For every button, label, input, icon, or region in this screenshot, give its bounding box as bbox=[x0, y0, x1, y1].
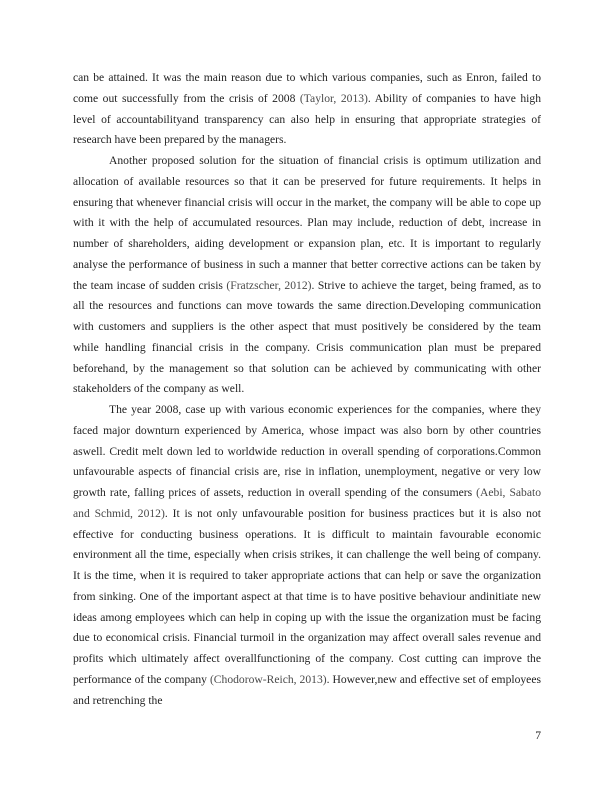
text-segment: Another proposed solution for the situation of financial crisis is optimum utilization and allocation of available resources so that it can be preserved for future requirements. It helps in ensuring that whenever financial crisis will occur in the market, the company will be able to cope up with it with the help of accumulated resources. Plan may include, reduction of debt, increase in number of shareholders, aiding development or expansion plan, etc. It is important to regularly analyse the performance of business in such a manner that better corrective actions can be taken by the team incase of sudden crisis bbox=[73, 154, 541, 292]
paragraph-1 bbox=[73, 68, 541, 151]
citation-fratzscher-2012: (Fratzscher, 2012) bbox=[226, 278, 312, 292]
text-segment: . Ability of companies to have high level of accountabilityand transparency can also help in ensuring that appropriate strategies of research have been prepared by the managers. bbox=[73, 91, 541, 147]
paragraph-2 bbox=[73, 151, 541, 400]
citation-taylor-2013: (Taylor, 2013) bbox=[299, 91, 368, 105]
paragraph-3 bbox=[73, 400, 541, 711]
text-segment: . However,new and effective set of employees and retrenching the bbox=[73, 672, 541, 707]
body-text bbox=[73, 68, 541, 711]
citation-chodorow-reich-2013: (Chodorow-Reich, 2013) bbox=[209, 672, 327, 686]
text-segment: can be attained. It was the main reason due to which various companies, such as Enron, failed to come out successfully from the crisis of 2008 bbox=[73, 71, 541, 105]
text-segment: The year 2008, case up with various economic experiences for the companies, where they faced major downturn experienced by America, whose impact was also born by other countries aswell. Credit melt down led to worldwide reduction in overall spending of corporations.Common unfavourable aspects of financial crisis are, rise in inflation, unemployment, negative or very low growth rate, falling prices of assets, reduction in overall spending of the consumers bbox=[73, 403, 541, 499]
citation-aebi-sabato-schmid-2012: (Aebi, Sabato and Schmid, 2012) bbox=[73, 486, 542, 520]
text-segment: . Strive to achieve the target, being framed, as to all the resources and functions can move towards the same direction.Developing communication with customers and suppliers is the other aspect that must positively be considered by the team while handling financial crisis in the company. Crisis communication plan must be prepared beforehand, by the management so that solution can be achieved by communicating with other stakeholders of the company as well. bbox=[73, 278, 542, 396]
page-number: 7 bbox=[535, 729, 541, 742]
text-segment: . It is not only unfavourable position for business practices but it is also not effective for conducting business operations. It is difficult to maintain favourable economic environment all the time, especially when crisis strikes, it can challenge the well being of company. It is the time, when it is required to taker appropriate actions that can help or save the organization from sinking. One of the important aspect at that time is to have positive behaviour andinitiate new ideas among employees which can help in coping up with the issue the organization must be facing due to economical crisis. Financial turmoil in the organization may affect overall sales revenue and profits which ultimately affect overallfunctioning of the company. Cost cutting can improve the performance of the company bbox=[73, 506, 541, 686]
